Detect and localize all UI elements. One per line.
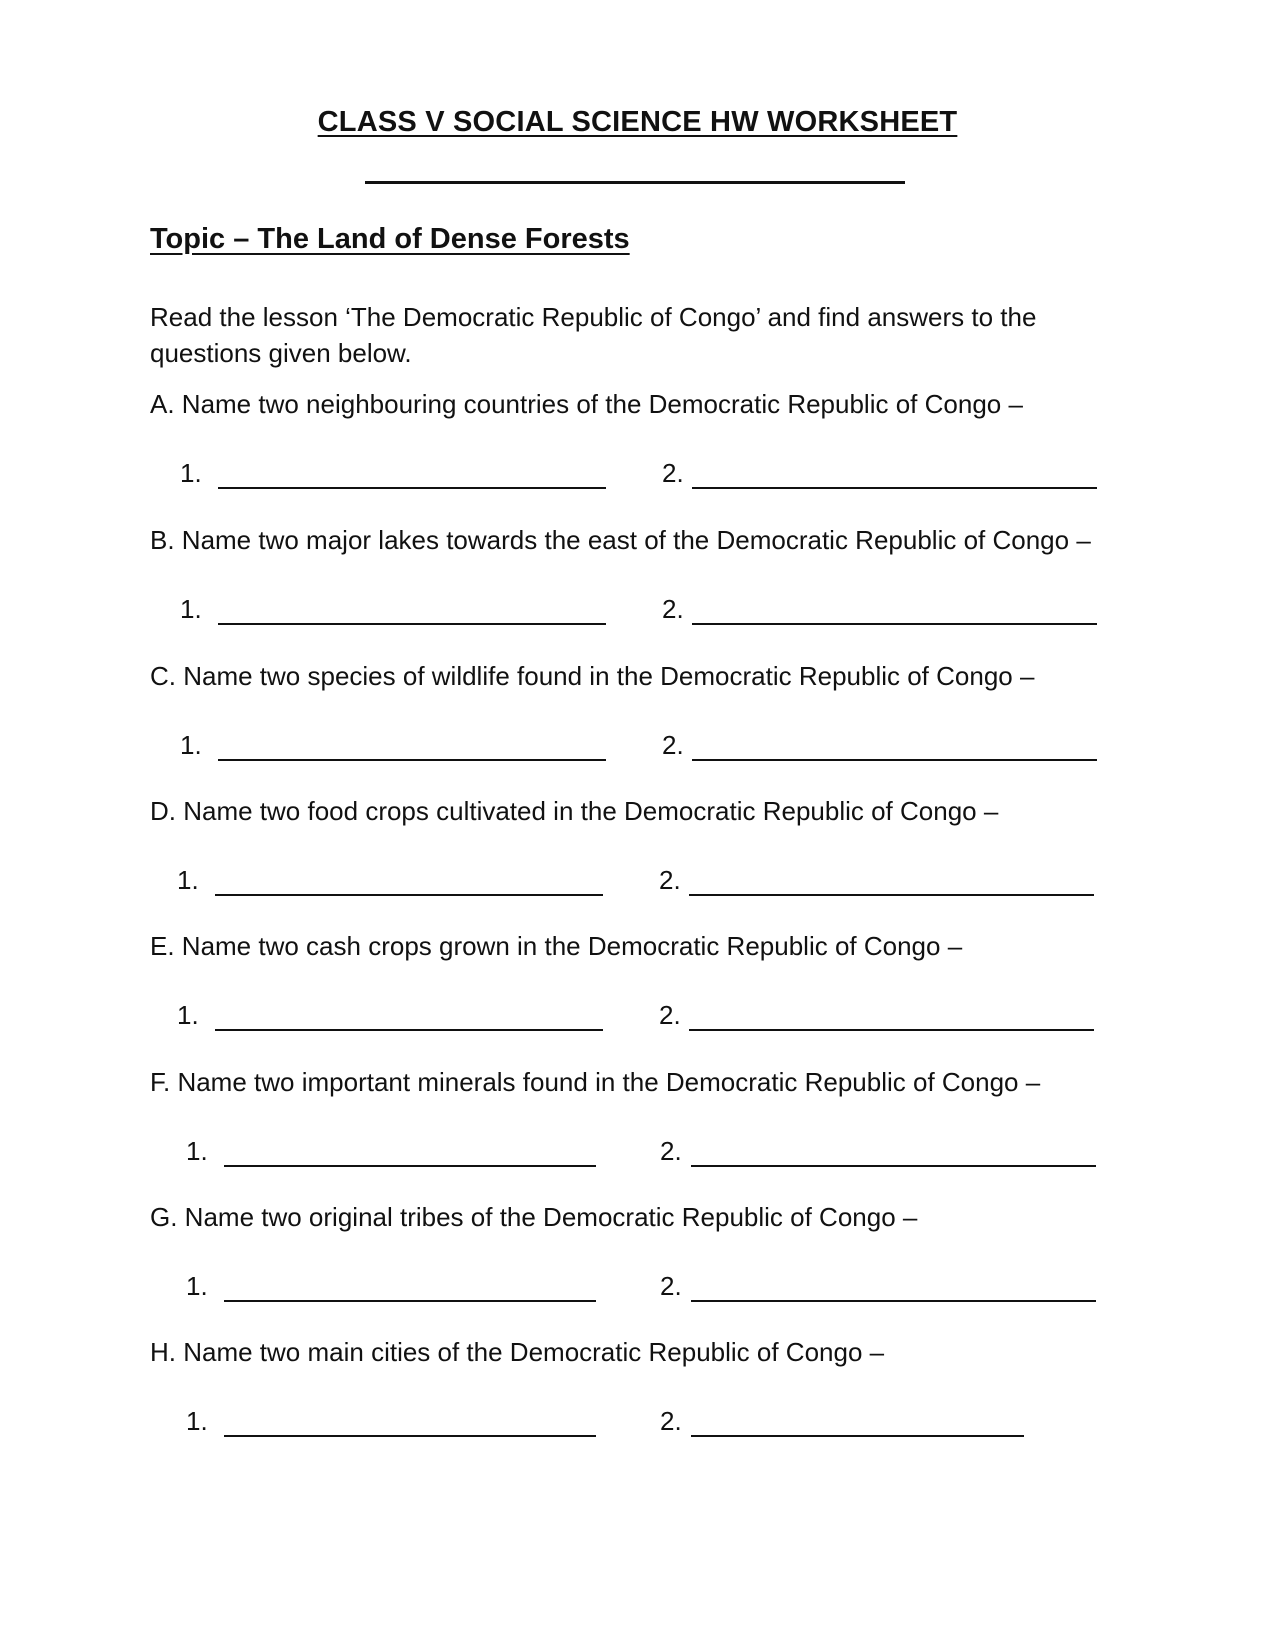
answer-row-h: [186, 1406, 1106, 1440]
answer-row-b: [180, 594, 1100, 628]
answer-number-1: 1.: [180, 730, 202, 760]
answer-blank-1[interactable]: [218, 759, 606, 761]
question-e: E. Name two cash crops grown in the Democratic Republic of Congo –: [150, 931, 963, 961]
answer-number-2: 2.: [660, 1271, 682, 1301]
answer-number-1: 1.: [177, 865, 199, 895]
answer-number-1: 1.: [186, 1136, 208, 1166]
answer-row-d: [177, 865, 1097, 899]
answer-number-2: 2.: [660, 1406, 682, 1436]
question-b: B. Name two major lakes towards the east of the Democratic Republic of Congo –: [150, 525, 1091, 555]
answer-number-2: 2.: [662, 594, 684, 624]
question-g: G. Name two original tribes of the Democratic Republic of Congo –: [150, 1202, 918, 1232]
worksheet-title: CLASS V SOCIAL SCIENCE HW WORKSHEET: [317, 106, 958, 138]
intro-paragraph: Read the lesson ‘The Democratic Republic of Congo’ and find answers to the questions given below.: [150, 302, 1037, 368]
topic-heading: Topic – The Land of Dense Forests: [150, 223, 630, 255]
question-a: A. Name two neighbouring countries of the Democratic Republic of Congo –: [150, 389, 1023, 419]
answer-blank-2[interactable]: [689, 894, 1094, 896]
answer-number-1: 1.: [186, 1271, 208, 1301]
answer-blank-2[interactable]: [689, 1029, 1094, 1031]
answer-blank-2[interactable]: [692, 759, 1097, 761]
question-c: C. Name two species of wildlife found in the Democratic Republic of Congo –: [150, 661, 1035, 691]
answer-number-2: 2.: [662, 458, 684, 488]
answer-number-1: 1.: [177, 1000, 199, 1030]
answer-number-1: 1.: [180, 458, 202, 488]
answer-number-1: 1.: [180, 594, 202, 624]
question-d: D. Name two food crops cultivated in the Democratic Republic of Congo –: [150, 796, 999, 826]
answer-blank-1[interactable]: [218, 487, 606, 489]
answer-blank-2[interactable]: [691, 1300, 1096, 1302]
answer-number-2: 2.: [659, 1000, 681, 1030]
answer-blank-1[interactable]: [218, 623, 606, 625]
answer-blank-2[interactable]: [691, 1165, 1096, 1167]
answer-blank-2[interactable]: [692, 487, 1097, 489]
answer-number-1: 1.: [186, 1406, 208, 1436]
answer-row-e: [177, 1000, 1097, 1034]
answer-blank-1[interactable]: [215, 894, 603, 896]
answer-blank-2[interactable]: [692, 623, 1097, 625]
question-f: F. Name two important minerals found in the Democratic Republic of Congo –: [150, 1067, 1041, 1097]
answer-blank-1[interactable]: [224, 1165, 596, 1167]
answer-row-g: [186, 1271, 1106, 1305]
answer-blank-1[interactable]: [224, 1435, 596, 1437]
answer-blank-2[interactable]: [691, 1435, 1024, 1437]
answer-blank-1[interactable]: [215, 1029, 603, 1031]
title-rule: [365, 181, 905, 184]
answer-row-f: [186, 1136, 1106, 1170]
answer-number-2: 2.: [660, 1136, 682, 1166]
answer-number-2: 2.: [662, 730, 684, 760]
answer-blank-1[interactable]: [224, 1300, 596, 1302]
answer-number-2: 2.: [659, 865, 681, 895]
answer-row-a: [180, 458, 1100, 492]
question-h: H. Name two main cities of the Democratic Republic of Congo –: [150, 1337, 885, 1367]
answer-row-c: [180, 730, 1100, 764]
